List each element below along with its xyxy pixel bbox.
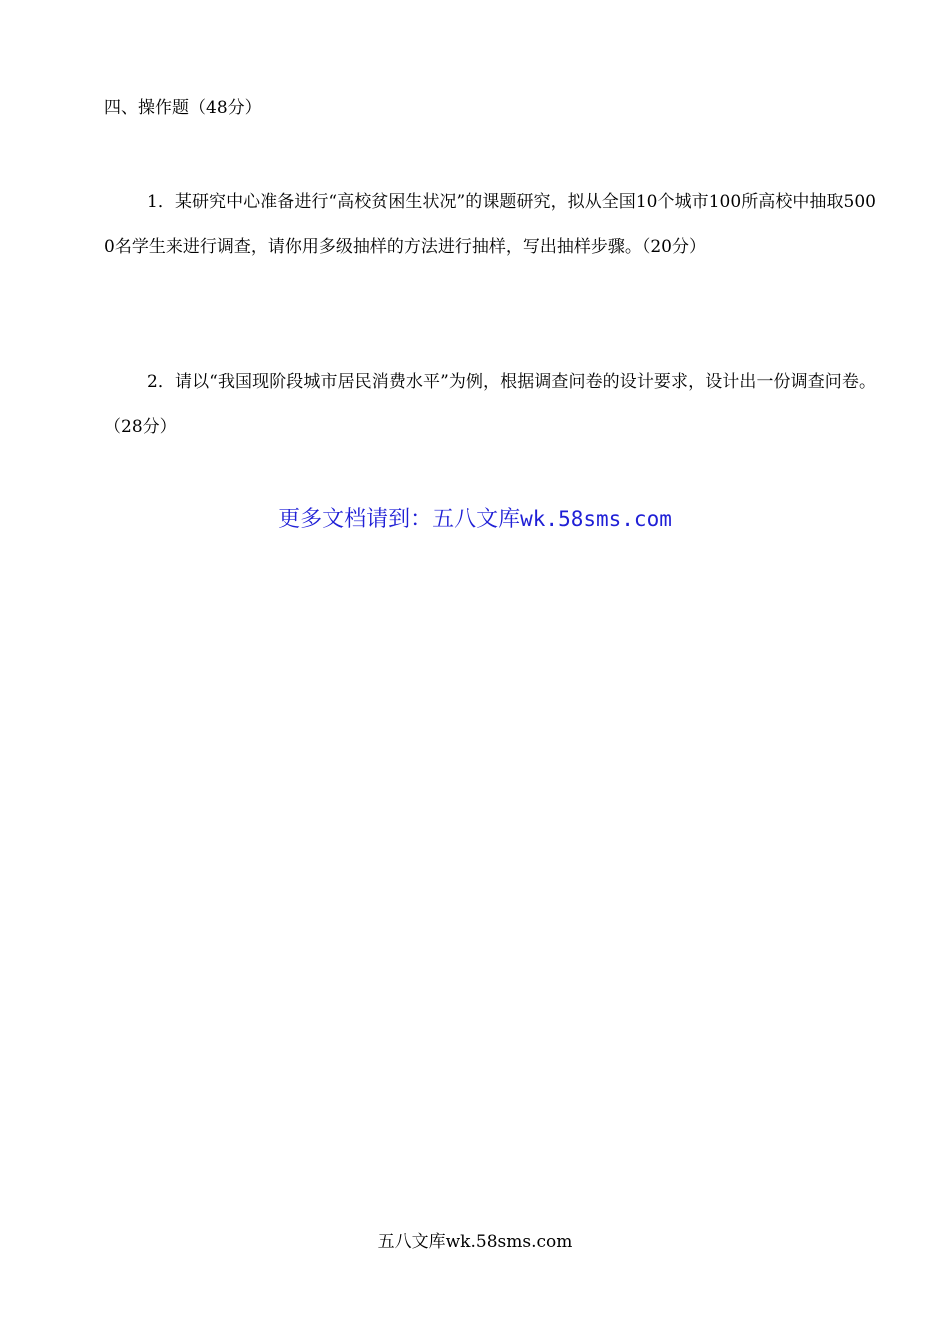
question-1 bbox=[104, 180, 876, 270]
promo-link[interactable]: wk.58sms.com bbox=[520, 507, 672, 531]
promo-banner bbox=[0, 503, 950, 536]
promo-text: 更多文档请到：五八文库 bbox=[278, 507, 521, 532]
question-2 bbox=[104, 360, 876, 450]
question-text: 某研究中心准备进行“高校贫困生状况”的课题研究，拟从全国10个城市100所高校中抽取5000名学生来进行调查，请你用多级抽样的方法进行抽样，写出抽样步骤。（20分） bbox=[104, 192, 876, 257]
page-footer: 五八文库wk.58sms.com bbox=[377, 1232, 573, 1252]
question-number: 2． bbox=[147, 372, 175, 392]
question-number: 1． bbox=[147, 192, 175, 212]
section-heading: 四、操作题（48分） bbox=[104, 98, 262, 118]
question-text: 请以“我国现阶段城市居民消费水平”为例，根据调查问卷的设计要求，设计出一份调查问卷。（28分） bbox=[104, 372, 876, 437]
